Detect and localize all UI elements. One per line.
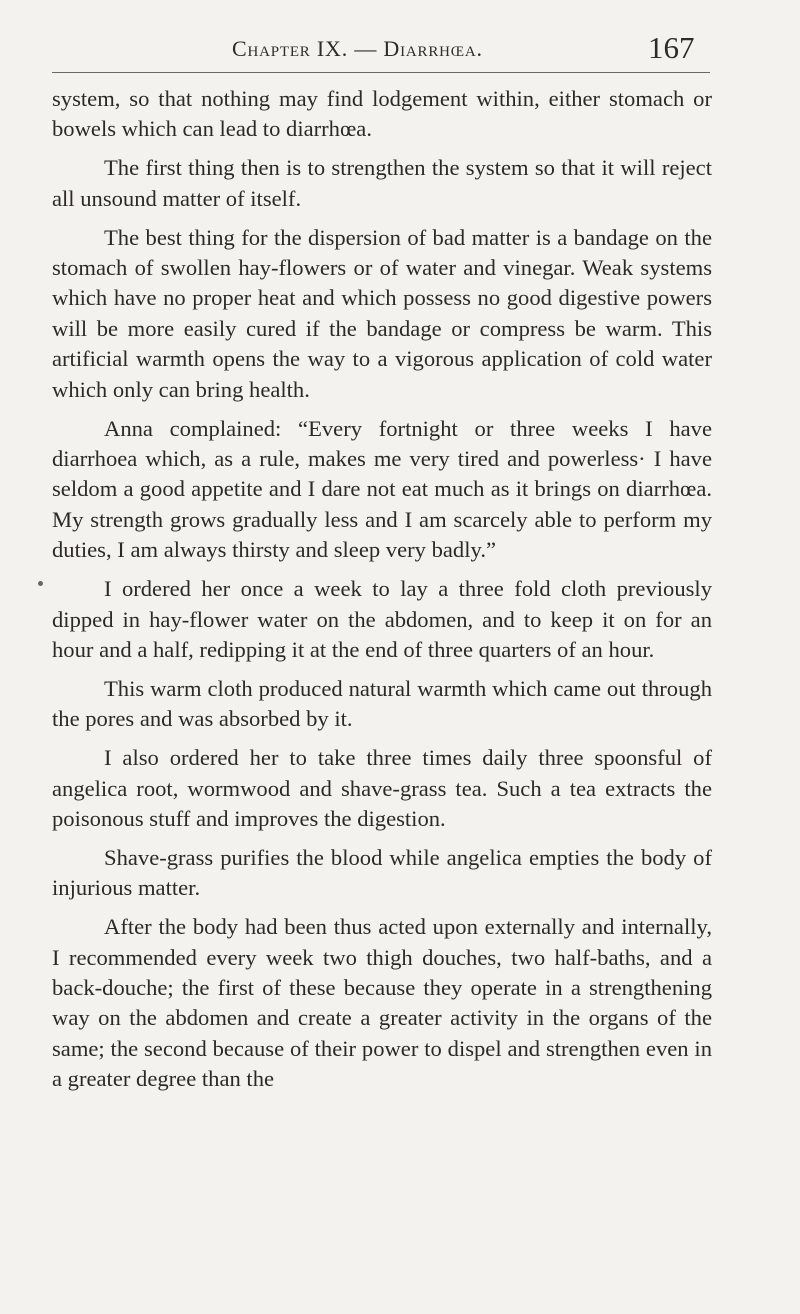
header-rule (52, 72, 710, 73)
paragraph: This warm cloth produced natural warmth which came out through the pores and was absorbed by it. (52, 675, 712, 732)
page-header (0, 30, 800, 74)
running-head: Chapter IX. — Diarrhœa. (232, 36, 483, 61)
paragraph: I also ordered her to take three times daily three spoonsful of angelica root, wormwood and shave-grass tea. Such a tea extracts the poisonous stuff and improves the digestion. (52, 745, 712, 831)
paragraph: The best thing for the dispersion of bad matter is a bandage on the stomach of swollen hay-flowers or of water and vinegar. Weak systems which have no proper heat and which possess no good digestive powers will be more easily cured if the bandage or compress be warm. This artificial warmth opens the way to a vigorous application of cold water which only can bring health. (52, 224, 712, 402)
body-text (52, 84, 712, 1103)
paragraph: Shave-grass purifies the blood while angelica empties the body of injurious matter. (52, 844, 712, 901)
paragraph: I ordered her once a week to lay a three fold cloth previously dipped in hay-flower water on the abdomen, and to keep it on for an hour and a half, redipping it at the end of three quarters of an hour. (52, 576, 712, 662)
page-number: 167 (648, 30, 695, 65)
paragraph: The first thing then is to strengthen the system so that it will reject all unsound matter of itself. (52, 155, 712, 211)
margin-mark (38, 581, 43, 586)
paragraph: Anna complained: “Every fortnight or three weeks I have diarrhoea which, as a rule, makes me very tired and powerless· I have seldom a good appetite and I dare not eat much as it brings on diarrhœa. My strength grows gradually less and I am scarcely able to perform my duties, I am always thirsty and sleep very badly.” (52, 415, 712, 563)
paragraph: After the body had been thus acted upon externally and internally, I recommended every week two thigh douches, two half-baths, and a back-douche; the first of these because they operate in a strengthening way on the abdomen and create a greater activity in the organs of the same; the second because of their power to dispel and strengthen even in a greater degree than the (52, 914, 712, 1092)
paragraph: system, so that nothing may find lodgement within, either stomach or bowels which can lead to diarrhœa. (52, 86, 712, 142)
